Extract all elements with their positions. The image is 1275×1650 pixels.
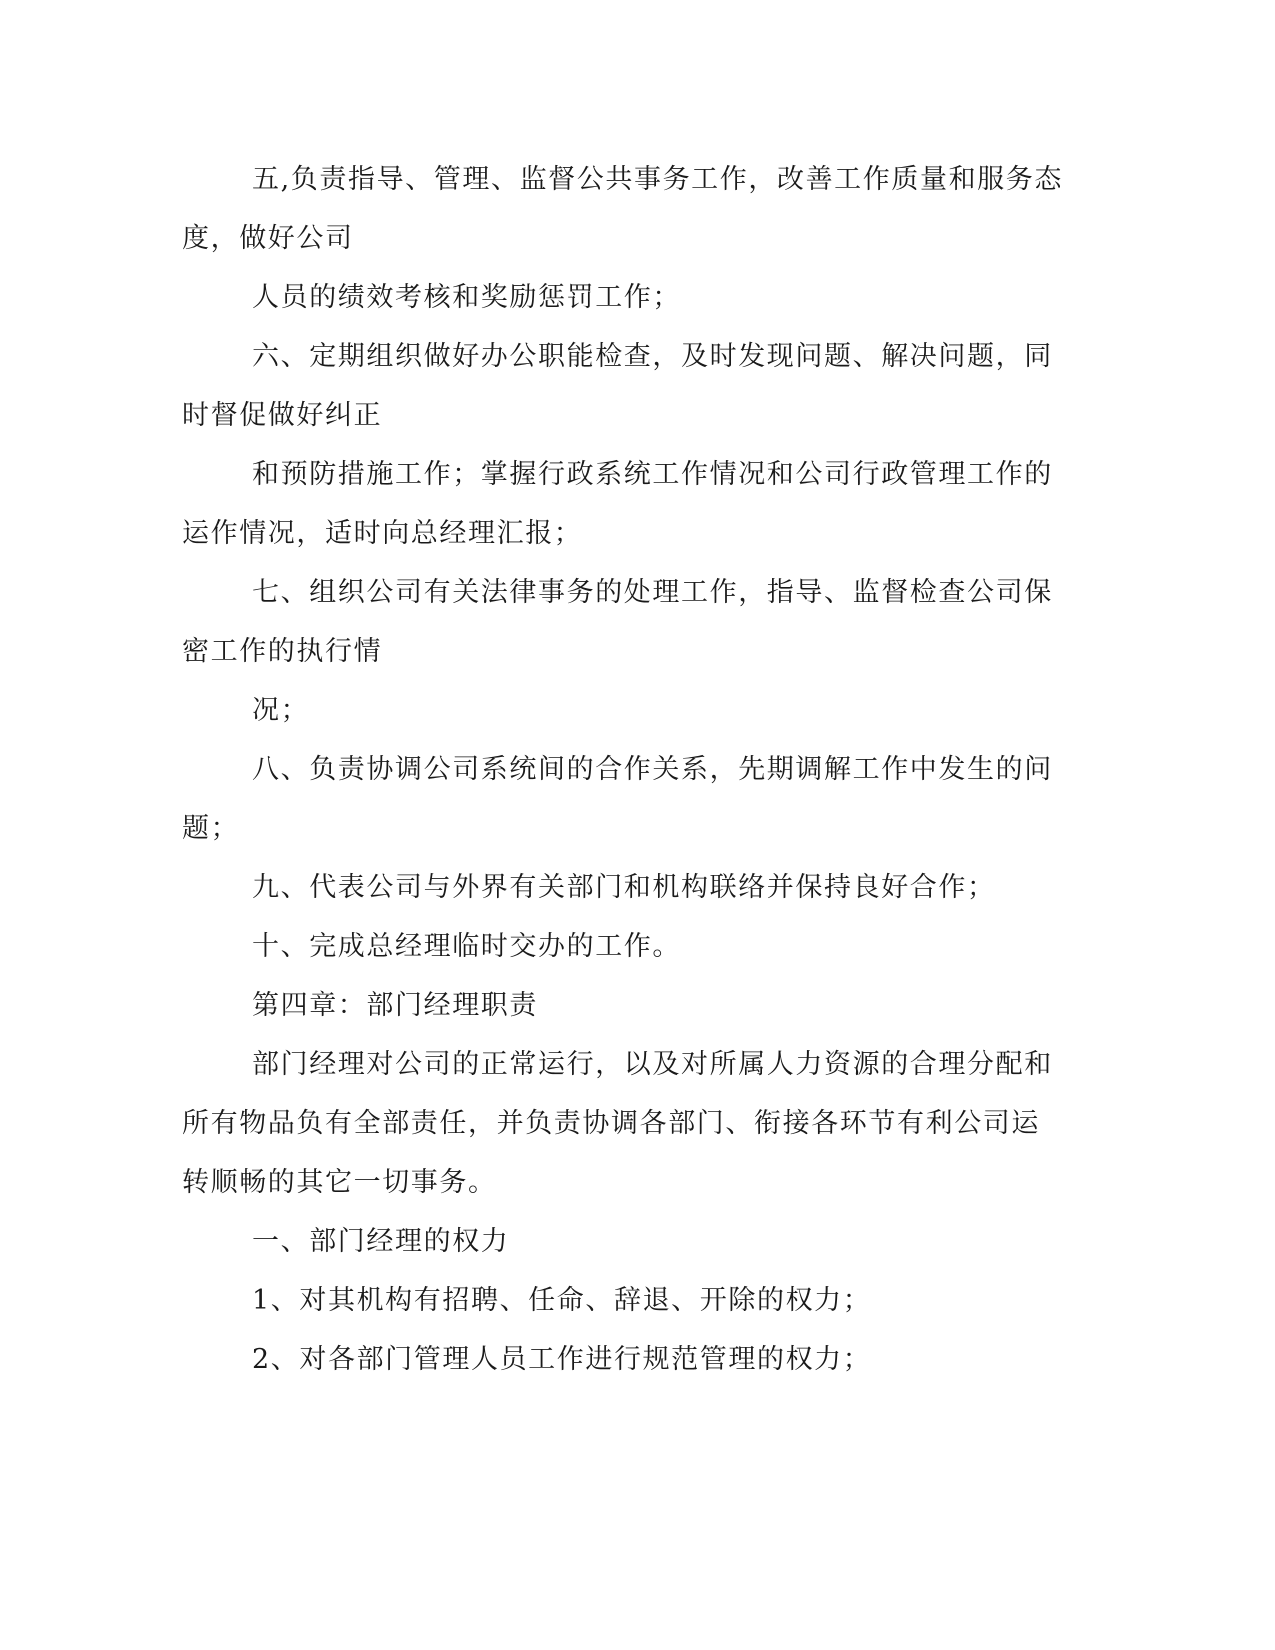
- paragraph-line: 和预防措施工作；掌握行政系统工作情况和公司行政管理工作的: [252, 459, 1053, 490]
- paragraph-line: 八、负责协调公司系统间的合作关系，先期调解工作中发生的问: [252, 754, 1053, 785]
- list-item: 1、对其机构有招聘、任命、辞退、开除的权力；: [252, 1285, 872, 1316]
- chapter-heading: 第四章：部门经理职责: [252, 990, 538, 1021]
- paragraph-line: 密工作的执行情: [182, 636, 383, 667]
- paragraph-line: 度，做好公司: [182, 223, 354, 254]
- paragraph-line: 七、组织公司有关法律事务的处理工作，指导、监督检查公司保: [252, 577, 1053, 608]
- paragraph-line: 所有物品负有全部责任，并负责协调各部门、衔接各环节有利公司运: [182, 1108, 1040, 1139]
- list-item: 2、对各部门管理人员工作进行规范管理的权力；: [252, 1344, 872, 1375]
- paragraph-line: 五,负责指导、管理、监督公共事务工作，改善工作质量和服务态: [252, 164, 1063, 195]
- paragraph-line: 运作情况，适时向总经理汇报；: [182, 518, 583, 549]
- section-heading: 一、部门经理的权力: [252, 1226, 510, 1257]
- paragraph-line: 十、完成总经理临时交办的工作。: [252, 931, 681, 962]
- paragraph-line: 转顺畅的其它一切事务。: [182, 1167, 497, 1198]
- paragraph-line: 题；: [182, 813, 240, 844]
- paragraph-line: 人员的绩效考核和奖励惩罚工作；: [252, 282, 681, 313]
- paragraph-line: 时督促做好纠正: [182, 400, 383, 431]
- paragraph-line: 六、定期组织做好办公职能检查，及时发现问题、解决问题，同: [252, 341, 1053, 372]
- paragraph-line: 况；: [252, 695, 310, 726]
- paragraph-line: 九、代表公司与外界有关部门和机构联络并保持良好合作；: [252, 872, 996, 903]
- paragraph-line: 部门经理对公司的正常运行，以及对所属人力资源的合理分配和: [252, 1049, 1053, 1080]
